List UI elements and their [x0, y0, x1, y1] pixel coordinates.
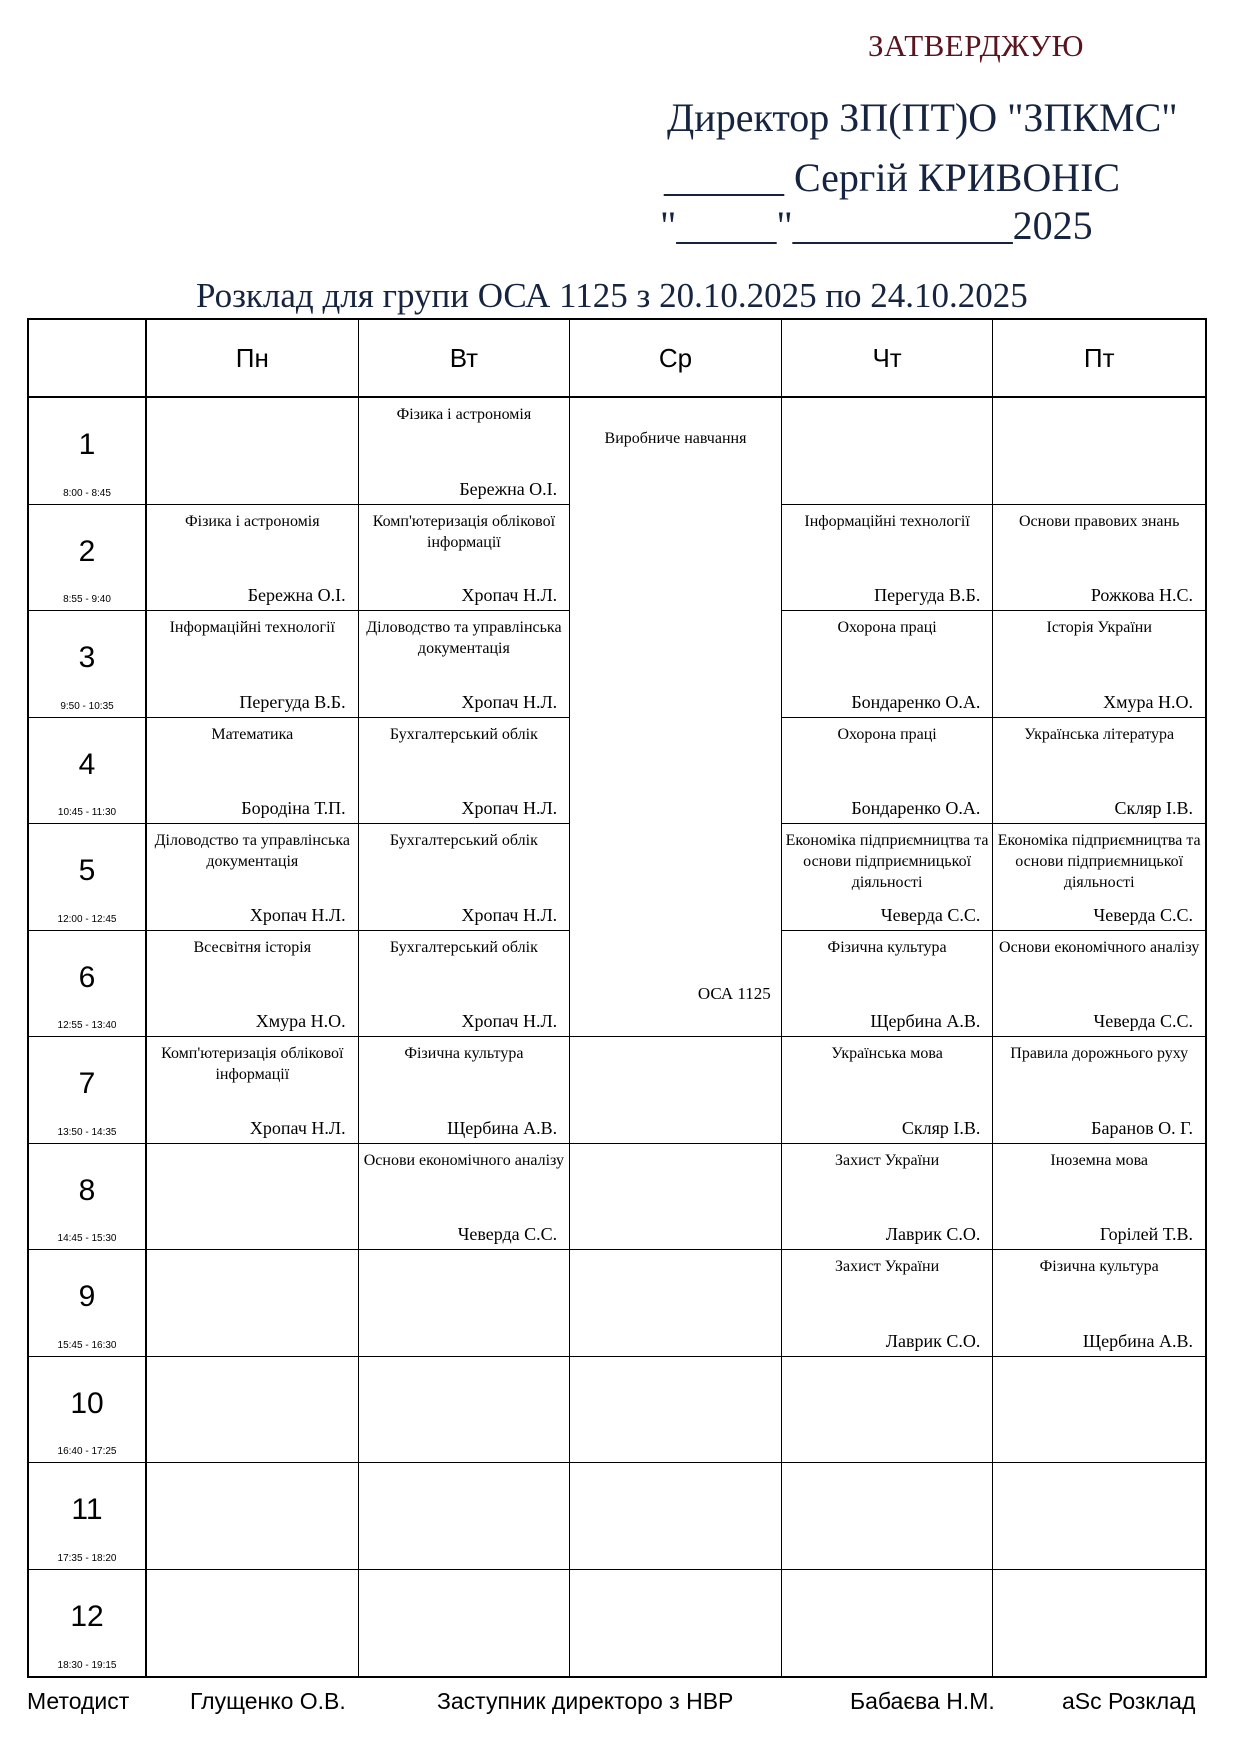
- lesson-cell: [147, 931, 359, 1038]
- lesson-subject: Фізична культура: [404, 1045, 524, 1062]
- lesson-teacher: Рожкова Н.С.: [1090, 585, 1193, 605]
- day-header-wed: Ср: [570, 320, 782, 398]
- lesson-cell: [782, 1357, 994, 1464]
- lesson-teacher: Щербина А.В.: [447, 1117, 558, 1138]
- approve-title: ЗАТВЕРДЖУЮ: [868, 28, 1084, 63]
- period-6: [29, 931, 147, 1038]
- lesson-teacher: Бондаренко О.А.: [851, 691, 981, 712]
- period-11: [29, 1463, 147, 1570]
- lesson-subject: Комп'ютеризація облікової інформації: [372, 512, 556, 551]
- period-time: 13:50 - 14:35: [57, 1126, 117, 1138]
- day-header-mon: Пн: [147, 320, 359, 398]
- lesson-subject: Бухгалтерський облік: [389, 725, 538, 743]
- lesson-cell: [359, 931, 571, 1038]
- lesson-cell: [782, 824, 994, 931]
- lesson-teacher: Чеверда С.С.: [1093, 1011, 1193, 1031]
- lesson-teacher: Горілей Т.В.: [1099, 1224, 1193, 1244]
- period-time: 9:50 - 10:35: [60, 700, 114, 712]
- lesson-teacher: Хмура Н.О.: [255, 1011, 346, 1031]
- lesson-cell: [993, 718, 1205, 825]
- lesson-cell: [570, 1463, 782, 1570]
- period-time: 8:00 - 8:45: [63, 487, 111, 499]
- lesson-teacher: Бережна О.І.: [459, 478, 558, 499]
- merged-subject: Виробниче навчання: [604, 430, 747, 447]
- lesson-cell: [147, 1144, 359, 1251]
- period-number: 4: [78, 747, 96, 781]
- period-time: 8:55 - 9:40: [63, 594, 111, 605]
- lesson-cell: [147, 824, 359, 931]
- lesson-cell: [993, 1570, 1205, 1677]
- director-line: Директор ЗП(ПТ)О "ЗПКМС": [667, 95, 1178, 140]
- lesson-cell: [993, 931, 1205, 1038]
- lesson-subject: Українська мова: [831, 1045, 943, 1062]
- lesson-teacher: Чеверда С.С.: [457, 1224, 558, 1244]
- lesson-subject: Основи економічного аналізу: [999, 938, 1200, 956]
- period-number: 3: [78, 641, 96, 674]
- lesson-teacher: Скляр І.В.: [901, 1117, 981, 1138]
- period-8: [29, 1144, 147, 1251]
- day-header-thu: Чт: [782, 320, 994, 398]
- lesson-teacher: Чеверда С.С.: [1093, 904, 1193, 925]
- lesson-teacher: Чеверда С.С.: [880, 904, 981, 925]
- period-time: 14:45 - 15:30: [57, 1233, 117, 1244]
- lesson-cell: [359, 1250, 571, 1357]
- schedule-title: Розклад для групи ОСА 1125 з 20.10.2025 по 24.10.2025: [196, 276, 1028, 315]
- period-5: [29, 824, 147, 931]
- lesson-cell: [359, 1463, 571, 1570]
- day-header-tue: Вт: [359, 320, 571, 398]
- footer-methodist-name: Глущенко О.В.: [190, 1688, 346, 1714]
- footer-deputy-label: Заступник директоро з НВР: [437, 1688, 734, 1714]
- lesson-subject: Фізика і астрономія: [396, 406, 532, 423]
- lesson-teacher: Лаврик С.О.: [885, 1224, 981, 1244]
- lesson-cell: [993, 611, 1205, 718]
- lesson-cell: [147, 1357, 359, 1464]
- period-number: 1: [78, 428, 96, 461]
- lesson-teacher: Хропач Н.Л.: [461, 691, 558, 712]
- lesson-cell: [359, 1357, 571, 1464]
- lesson-subject: Інформаційні технології: [804, 512, 970, 530]
- lesson-subject: Фізична культура: [1039, 1258, 1159, 1275]
- footer-software: aSc Розклад: [1062, 1688, 1196, 1714]
- lesson-cell: [782, 1037, 994, 1144]
- lesson-subject: Основи правових знань: [1018, 512, 1180, 530]
- period-number: 6: [78, 960, 96, 994]
- lesson-cell: [147, 505, 359, 612]
- lesson-cell: [570, 1357, 782, 1464]
- lesson-cell: [993, 1463, 1205, 1570]
- lesson-cell: [147, 1570, 359, 1677]
- lesson-cell: [993, 1357, 1205, 1464]
- lesson-teacher: Скляр І.В.: [1114, 798, 1193, 818]
- lesson-cell: [782, 505, 994, 612]
- lesson-subject: Бухгалтерський облік: [389, 832, 538, 849]
- lesson-cell: [359, 824, 571, 931]
- lesson-cell: [782, 1570, 994, 1677]
- lesson-cell: [782, 1144, 994, 1251]
- lesson-subject: Захист України: [835, 1151, 940, 1169]
- lesson-teacher: Перегуда В.Б.: [874, 585, 981, 605]
- period-time: 18:30 - 19:15: [57, 1660, 117, 1671]
- lesson-cell: [993, 824, 1205, 931]
- lesson-teacher: Баранов О. Г.: [1091, 1117, 1193, 1138]
- lesson-teacher: Щербина А.В.: [1082, 1330, 1193, 1351]
- period-number: 7: [78, 1067, 96, 1100]
- period-number: 5: [78, 854, 96, 887]
- period-time: 17:35 - 18:20: [57, 1552, 117, 1564]
- day-header-fri: Пт: [993, 320, 1205, 398]
- lesson-subject: Фізика і астрономія: [184, 512, 320, 530]
- lesson-cell: [359, 505, 571, 612]
- lesson-cell: [993, 398, 1205, 505]
- lesson-subject: Математика: [211, 725, 294, 743]
- lesson-cell: [359, 1144, 571, 1251]
- period-number: 8: [78, 1173, 96, 1207]
- lesson-cell: [147, 1037, 359, 1144]
- period-1: [29, 398, 147, 505]
- period-3: [29, 611, 147, 718]
- lesson-subject: Комп'ютеризація облікової інформації: [161, 1045, 344, 1083]
- period-time: 12:55 - 13:40: [57, 1020, 117, 1031]
- lesson-cell: [782, 611, 994, 718]
- lesson-cell: [147, 718, 359, 825]
- lesson-cell: [147, 398, 359, 505]
- lesson-teacher: Бережна О.І.: [247, 585, 346, 605]
- period-number: 2: [78, 534, 96, 568]
- lesson-subject: Бухгалтерський облік: [389, 938, 538, 956]
- merged-group: ОСА 1125: [697, 984, 771, 1003]
- lesson-teacher: Хропач Н.Л.: [249, 904, 346, 925]
- lesson-teacher: Перегуда В.Б.: [239, 691, 346, 712]
- lesson-teacher: Бондаренко О.А.: [851, 798, 981, 818]
- lesson-cell: [993, 1037, 1205, 1144]
- lesson-subject: Економіка підприємництва та основи підприємницької діяльності: [997, 832, 1201, 891]
- lesson-cell: [570, 1037, 782, 1144]
- lesson-cell: [570, 1250, 782, 1357]
- lesson-subject: Іноземна мова: [1050, 1151, 1149, 1169]
- lesson-subject: Фізична культура: [827, 938, 947, 956]
- lesson-teacher: Хропач Н.Л.: [461, 585, 558, 605]
- lesson-teacher: Хропач Н.Л.: [249, 1117, 346, 1138]
- lesson-cell: [782, 931, 994, 1038]
- period-9: [29, 1250, 147, 1357]
- lesson-subject: Історія України: [1046, 619, 1152, 636]
- period-4: [29, 718, 147, 825]
- lesson-teacher: Лаврик С.О.: [885, 1330, 981, 1351]
- lesson-cell: [570, 1570, 782, 1677]
- lesson-subject: Всесвітня історія: [193, 938, 312, 956]
- period-number: 11: [71, 1493, 103, 1526]
- period-10: [29, 1357, 147, 1464]
- footer-deputy-name: Бабаєва Н.М.: [850, 1688, 995, 1714]
- lesson-cell: [359, 1037, 571, 1144]
- lesson-subject: Діловодство та управлінська документація: [154, 832, 350, 870]
- approval-date-line: "_____"___________2025: [660, 203, 1093, 248]
- lesson-subject: Охорона праці: [837, 725, 937, 743]
- lesson-subject: Основи економічного аналізу: [363, 1151, 565, 1169]
- lesson-teacher: Хропач Н.Л.: [461, 798, 558, 818]
- lesson-cell: [993, 505, 1205, 612]
- lesson-teacher: Щербина А.В.: [870, 1011, 981, 1031]
- lesson-cell: [147, 611, 359, 718]
- period-number: 10: [70, 1386, 104, 1420]
- wed-merged-lesson: [570, 398, 782, 1037]
- period-time: 16:40 - 17:25: [57, 1446, 117, 1457]
- lesson-cell: [147, 1250, 359, 1357]
- signature-line: ______ Сергій КРИВОНІС: [664, 155, 1121, 200]
- lesson-cell: [359, 718, 571, 825]
- period-time: 12:00 - 12:45: [57, 913, 117, 925]
- lesson-cell: [147, 1463, 359, 1570]
- footer-methodist-label: Методист: [27, 1688, 130, 1714]
- lesson-cell: [359, 398, 571, 505]
- lesson-cell: [359, 611, 571, 718]
- lesson-subject: Правила дорожнього руху: [1010, 1045, 1189, 1062]
- period-time: 10:45 - 11:30: [57, 807, 117, 818]
- lesson-cell: [993, 1250, 1205, 1357]
- schedule-table: [27, 318, 1207, 1678]
- lesson-subject: Інформаційні технології: [169, 619, 335, 636]
- lesson-cell: [359, 1570, 571, 1677]
- period-number: 12: [70, 1599, 104, 1633]
- lesson-teacher: Хропач Н.Л.: [461, 1011, 558, 1031]
- lesson-cell: [782, 1250, 994, 1357]
- period-time: 15:45 - 16:30: [57, 1339, 117, 1351]
- period-7: [29, 1037, 147, 1144]
- lesson-teacher: Хмура Н.О.: [1103, 691, 1193, 712]
- lesson-teacher: Хропач Н.Л.: [461, 904, 558, 925]
- table-corner: [29, 320, 147, 398]
- period-number: 9: [78, 1280, 96, 1313]
- lesson-cell: [993, 1144, 1205, 1251]
- lesson-cell: [782, 398, 994, 505]
- lesson-subject: Українська література: [1024, 725, 1175, 743]
- lesson-subject: Захист України: [835, 1258, 940, 1275]
- lesson-teacher: Бородіна Т.П.: [241, 798, 346, 818]
- lesson-cell: [782, 1463, 994, 1570]
- period-12: [29, 1570, 147, 1677]
- lesson-cell: [782, 718, 994, 825]
- period-2: [29, 505, 147, 612]
- lesson-subject: Економіка підприємництва та основи підприємницької діяльності: [785, 832, 989, 891]
- lesson-cell: [570, 1144, 782, 1251]
- lesson-subject: Діловодство та управлінська документація: [366, 619, 562, 657]
- lesson-subject: Охорона праці: [837, 619, 937, 636]
